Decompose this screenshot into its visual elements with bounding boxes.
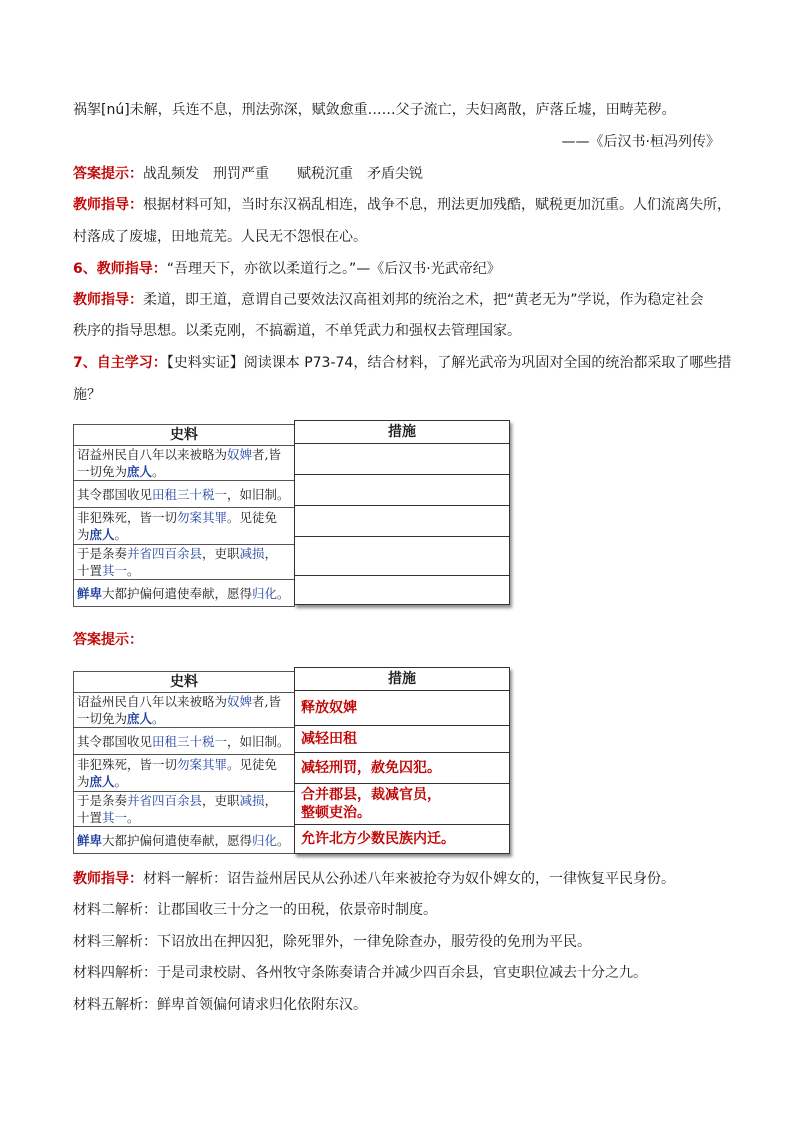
measure-blank-3[interactable] xyxy=(295,506,509,537)
teacher-guide-label: 教师指导： xyxy=(73,292,143,308)
answer-hint-text: 战乱频发 刑罚严重 赋税沉重 矛盾尖锐 xyxy=(143,166,423,182)
answer-hint xyxy=(73,164,423,184)
quote-source: ——《后汉书·桓冯列传》 xyxy=(561,134,720,150)
header-source: 史料 xyxy=(74,672,295,693)
source-row-4: 于是条奏并省四百余县，吏职减损， 十置其一。 xyxy=(74,792,295,827)
analysis-2: 材料二解析：让郡国收三十分之一的田税，依景帝时制度。 xyxy=(73,902,437,918)
measure-blank-4[interactable] xyxy=(295,537,509,576)
measure-1: 释放奴婢 xyxy=(295,691,509,726)
source-row-2: 其令郡国收见田租三十税一，如旧制。 xyxy=(74,728,295,755)
measures-table-1 xyxy=(294,420,510,605)
measures-table-2 xyxy=(294,667,510,854)
analysis-5: 材料五解析：鲜卑首领偏何请求归化依附东汉。 xyxy=(73,997,367,1013)
measure-5: 允许北方少数民族内迁。 xyxy=(301,831,455,847)
measure-4: 合并郡县，裁减官员， 整顿吏治。 xyxy=(295,784,509,825)
teacher-guide-1-cont: 村落成了废墟，田地荒芜。人民无不怨恨在心。 xyxy=(73,229,367,245)
question-7-label: 7、自主学习： xyxy=(73,355,167,371)
header-measures: 措施 xyxy=(295,668,509,691)
measure-blank-5[interactable] xyxy=(295,576,509,604)
question-7-cont: 施？ xyxy=(73,387,101,403)
teacher-guide-label: 教师指导： xyxy=(73,871,143,887)
answer-hint-label: 答案提示： xyxy=(73,166,143,182)
source-table-1 xyxy=(73,424,295,607)
teacher-guide-label: 教师指导： xyxy=(73,197,143,213)
measure-2: 减轻田租 xyxy=(295,726,509,753)
source-row-2: 其令郡国收见田租三十税一，如旧制。 xyxy=(74,481,295,508)
source-row-1: 诏益州民自八年以来被略为奴婢者,皆 一切免为庶人。 xyxy=(74,693,295,728)
teacher-guide-2-cont: 秩序的指导思想。以柔克刚，不搞霸道，不单凭武力和强权去管理国家。 xyxy=(73,323,521,339)
header-measures: 措施 xyxy=(295,421,509,444)
teacher-guide-1: 教师指导：根据材料可知，当时东汉祸乱相连，战争不息，刑法更加残酷，赋税更加沉重。人们流离失所， xyxy=(73,197,731,213)
measure-3: 减轻刑罚，赦免囚犯。 xyxy=(295,753,509,784)
source-row-3: 非犯殊死，皆一切勿案其罪。见徒免 为庶人。 xyxy=(74,508,295,545)
answer-hint-2 xyxy=(73,630,143,650)
measure-blank-2[interactable] xyxy=(295,475,509,506)
header-source: 史料 xyxy=(74,425,295,446)
source-row-3: 非犯殊死，皆一切勿案其罪。见徒免 为庶人。 xyxy=(74,755,295,792)
question-7: 7、自主学习：【史料实证】阅读课本 P73-74，结合材料，了解光武帝为巩固对全国的统治都采取了哪些措 xyxy=(73,355,732,371)
question-6: 6、教师指导：“吾理天下，亦欲以柔道行之。”—《后汉书·光武帝纪》 xyxy=(73,261,501,277)
teacher-guide-2: 教师指导：柔道，即王道，意谓自己要效法汉高祖刘邦的统治之术，把“黄老无为”学说，作为稳定社会 xyxy=(73,292,704,308)
source-table-2 xyxy=(73,671,295,854)
source-row-1: 诏益州民自八年以来被略为奴婢者,皆 一切免为庶人。 xyxy=(74,446,295,481)
source-row-4: 于是条奏并省四百余县，吏职减损， 十置其一。 xyxy=(74,545,295,580)
analysis-4: 材料四解析：于是司隶校尉、各州牧守条陈奏请合并减少四百余县，官吏职位减去十分之九。 xyxy=(73,965,647,981)
material-quote: 祸挐[nú]未解，兵连不息，刑法弥深，赋敛愈重……父子流亡，夫妇离散，庐落丘墟，田畴芜秽。 xyxy=(73,102,676,118)
source-row-5: 鲜卑大都护偏何遣使奉献，愿得归化。 xyxy=(74,580,295,607)
source-row-5: 鲜卑大都护偏何遣使奉献，愿得归化。 xyxy=(74,827,295,854)
question-6-label: 6、教师指导： xyxy=(73,261,167,277)
measure-blank-1[interactable] xyxy=(295,444,509,475)
analysis-3: 材料三解析：下诏放出在押囚犯，除死罪外，一律免除查办，服劳役的免刑为平民。 xyxy=(73,934,591,950)
answer-hint-label: 答案提示： xyxy=(73,632,143,648)
analysis-1: 教师指导：材料一解析：诏告益州居民从公孙述八年来被抢夺为奴仆婢女的，一律恢复平民身份。 xyxy=(73,871,675,887)
